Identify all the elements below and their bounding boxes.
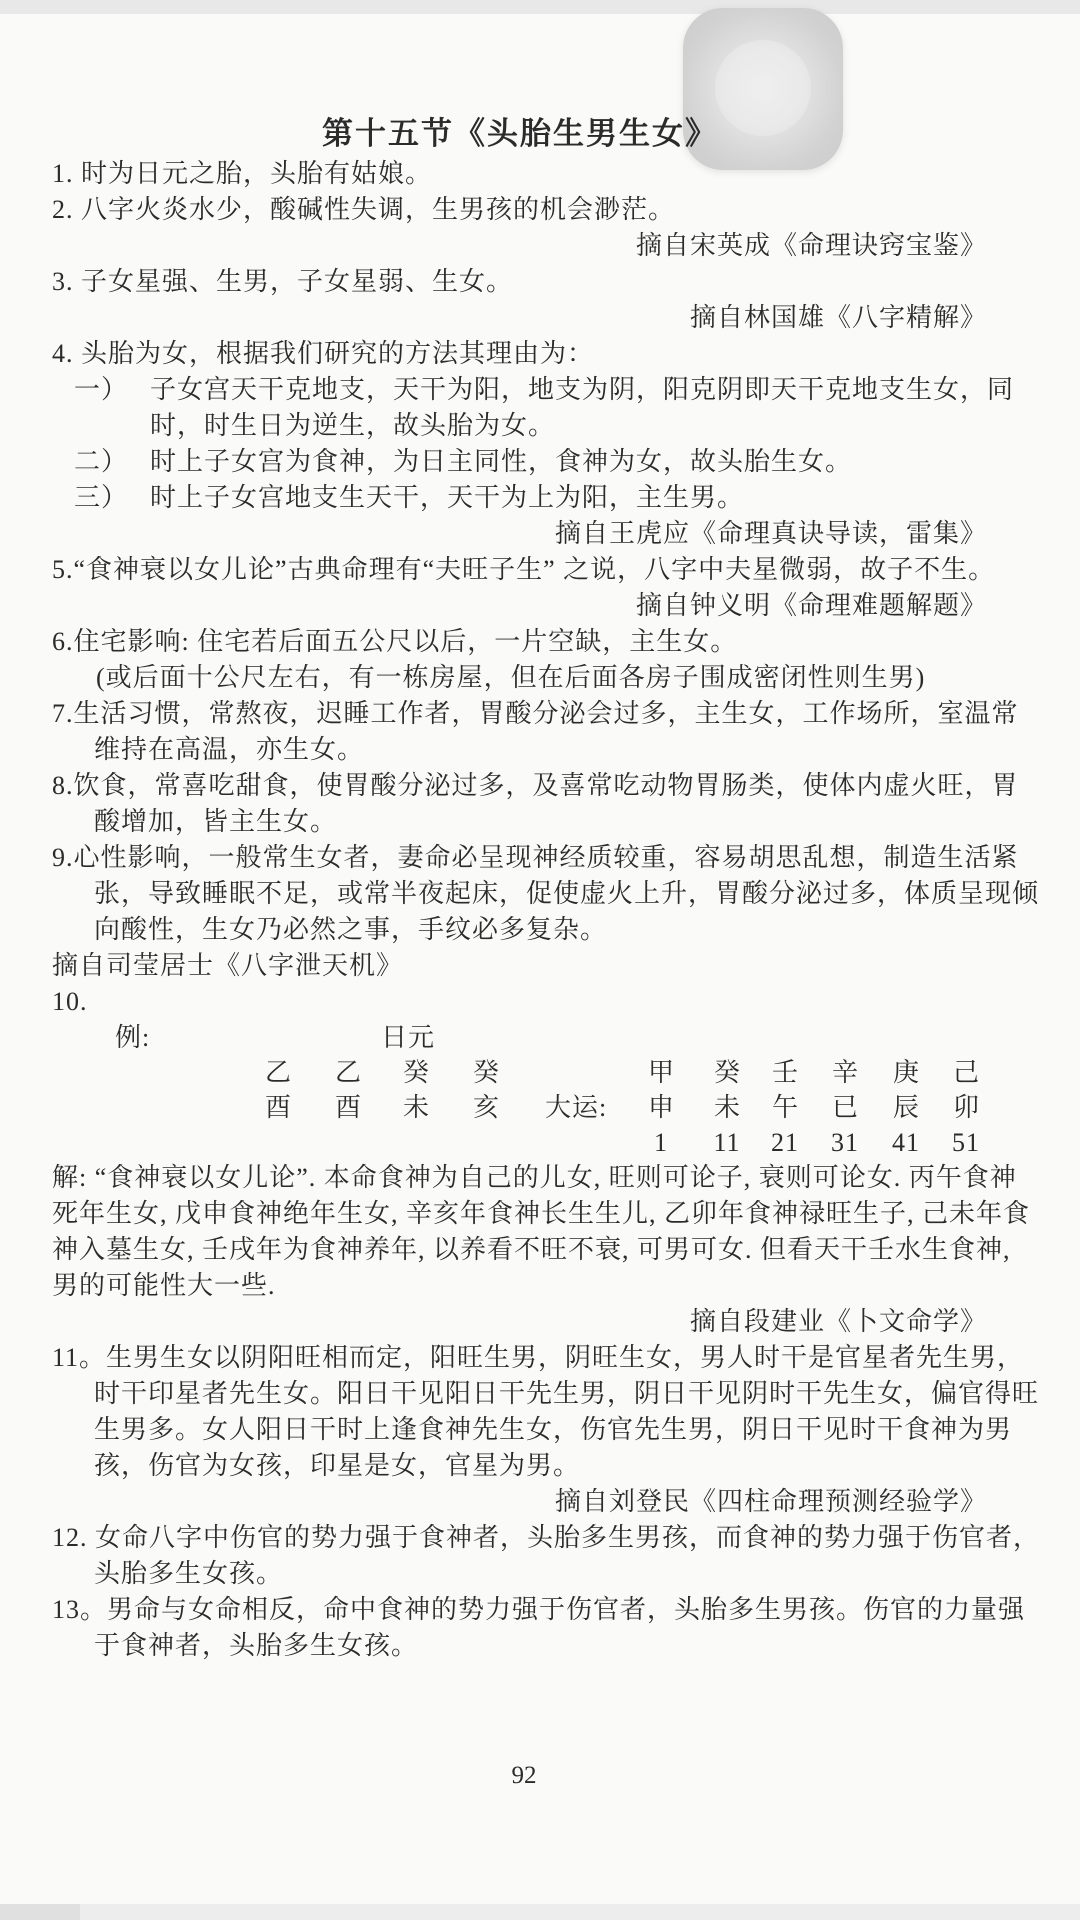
source-attribution-4: 摘自钟义明《命理难题解题》: [635, 591, 987, 620]
luck-age: 1: [654, 1128, 668, 1157]
luck-branch: 辰: [893, 1093, 921, 1122]
list-item-4-sub-3: [52, 480, 1042, 516]
luck-stem: 壬: [772, 1058, 800, 1087]
sub-item-text: 子女宫天干克地支，天干为阳，地支为阴，阳克阴即天干克地支生女，同时，时生日为逆生，故头胎为女。: [150, 375, 1015, 440]
sub-item-text: 时上子女宫地支生天干，天干为上为阳，主生男。: [150, 483, 745, 512]
pillar-branch: 亥: [473, 1093, 501, 1122]
luck-stem: 庚: [893, 1058, 921, 1087]
luck-branch: 未: [714, 1093, 742, 1122]
luck-stem: 癸: [714, 1058, 742, 1087]
luck-stem: 甲: [648, 1058, 676, 1087]
dayun-label: 大运:: [545, 1093, 608, 1122]
list-item-4-sub-2: [52, 444, 1042, 480]
sub-item-text: 时上子女宫为食神，为日主同性，食神为女，故头胎生女。: [150, 447, 853, 476]
luck-stem: 己: [953, 1058, 981, 1087]
source-attribution-3: 摘自王虎应《命理真诀导读，雷集》: [554, 519, 987, 548]
list-item-13: 13。男命与女命相反，命中食神的势力强于伤官者，头胎多生男孩。伤官的力量强于食神者，头胎多生女孩。: [52, 1595, 1026, 1660]
pillar-stem: 癸: [403, 1058, 431, 1087]
scanned-page-content: [52, 0, 1042, 1664]
explanation-paragraph: 解: “食神衰以女儿论”. 本命食神为自己的儿女, 旺则可论子, 衰则可论女. 丙午食神死年生女, 戊申食神绝年生女, 辛亥年食神长生生儿, 乙卯年食神禄旺生子, 己未年食神入墓生女, 壬戌年为食神养年, 以养看不旺不衰, 可男可女. 但看天干壬水生食神, 男的可能性大一些.: [52, 1163, 1031, 1300]
list-item-9: 9.心性影响，一般常生女者，妻命必呈现神经质较重，容易胡思乱想，制造生活紧张，导致睡眠不足，或常半夜起床，促使虚火上升，胃酸分泌过多，体质呈现倾向酸性，生女乃必然之事，手纹必多复杂。: [52, 843, 1040, 944]
luck-branch: 申: [648, 1093, 676, 1122]
pillar-stem: 乙: [265, 1058, 293, 1087]
list-item-3: 3. 子女星强、生男，子女星弱、生女。: [52, 267, 514, 296]
day-master-label: 日元: [380, 1023, 435, 1052]
luck-age: 31: [831, 1128, 859, 1157]
list-item-1: 1. 时为日元之胎，头胎有姑娘。: [52, 159, 433, 188]
source-attribution-2: 摘自林国雄《八字精解》: [689, 303, 987, 332]
list-item-11: 11。生男生女以阴阳旺相而定，阳旺生男，阴旺生女，男人时干是官星者先生男，时干印星者先生女。阳日干见阳日干先生男，阴日干见阴时干先生女，偏官得旺生男多。女人阳日干时上逢食神先生女，伤官先生男，阴日干见时干食神为男孩，伤官为女孩，印星是女，官星为男。: [52, 1343, 1040, 1480]
pillar-stem: 乙: [335, 1058, 363, 1087]
list-item-2: 2. 八字火炎水少，酸碱性失调，生男孩的机会渺茫。: [52, 195, 676, 224]
bazi-example-chart: [52, 1020, 1042, 1160]
luck-age: 51: [952, 1128, 980, 1157]
list-item-7: 7.生活习惯，常熬夜，迟睡工作者，胃酸分泌会过多，主生女，工作场所，室温常维持在高温，亦生女。: [52, 699, 1019, 764]
sub-item-label: 一）: [74, 375, 129, 404]
luck-branch: 卯: [953, 1093, 981, 1122]
list-item-10: 10.: [52, 987, 88, 1016]
luck-stem: 辛: [832, 1058, 860, 1087]
source-attribution-5: 摘自司莹居士《八字泄天机》: [52, 951, 404, 980]
luck-age: 11: [713, 1128, 741, 1157]
source-attribution-1: 摘自宋英成《命理诀窍宝鉴》: [635, 231, 987, 260]
list-item-4-sub-1: [52, 372, 1042, 444]
list-item-12: 12. 女命八字中伤官的势力强于食神者，头胎多生男孩，而食神的势力强于伤官者，头胎多生女孩。: [52, 1523, 1041, 1588]
list-item-6-note: (或后面十公尺左右，有一栋房屋，但在后面各房子围成密闭性则生男): [96, 663, 926, 692]
bottom-bar: [0, 1904, 1080, 1920]
pillar-branch: 酉: [335, 1093, 363, 1122]
bottom-bar-edge: [0, 1904, 80, 1920]
pillar-branch: 酉: [265, 1093, 293, 1122]
sub-item-label: 二）: [74, 447, 129, 476]
page-number: 92: [511, 1762, 537, 1789]
list-item-4: 4. 头胎为女，根据我们研究的方法其理由为：: [52, 339, 595, 368]
list-item-8: 8.饮食，常喜吃甜食，使胃酸分泌过多，及喜常吃动物胃肠类，使体内虚火旺，胃酸增加，皆主生女。: [52, 771, 1019, 836]
sub-item-label: 三）: [74, 483, 129, 512]
list-item-5: 5.“食神衰以女儿论”古典命理有“夫旺子生” 之说，八字中夫星微弱，故子不生。: [52, 555, 996, 584]
luck-branch: 已: [832, 1093, 860, 1122]
list-item-6: 6.住宅影响: 住宅若后面五公尺以后，一片空缺，主生女。: [52, 627, 738, 656]
example-label: 例:: [115, 1023, 151, 1052]
luck-age: 21: [771, 1128, 799, 1157]
pillar-stem: 癸: [473, 1058, 501, 1087]
page-title: 第十五节《头胎生男生女》: [322, 116, 718, 151]
luck-age: 41: [892, 1128, 920, 1157]
source-attribution-7: 摘自刘登民《四柱命理预测经验学》: [554, 1487, 987, 1516]
pillar-branch: 未: [403, 1093, 431, 1122]
source-attribution-6: 摘自段建业《卜文命学》: [689, 1307, 987, 1336]
luck-branch: 午: [772, 1093, 800, 1122]
